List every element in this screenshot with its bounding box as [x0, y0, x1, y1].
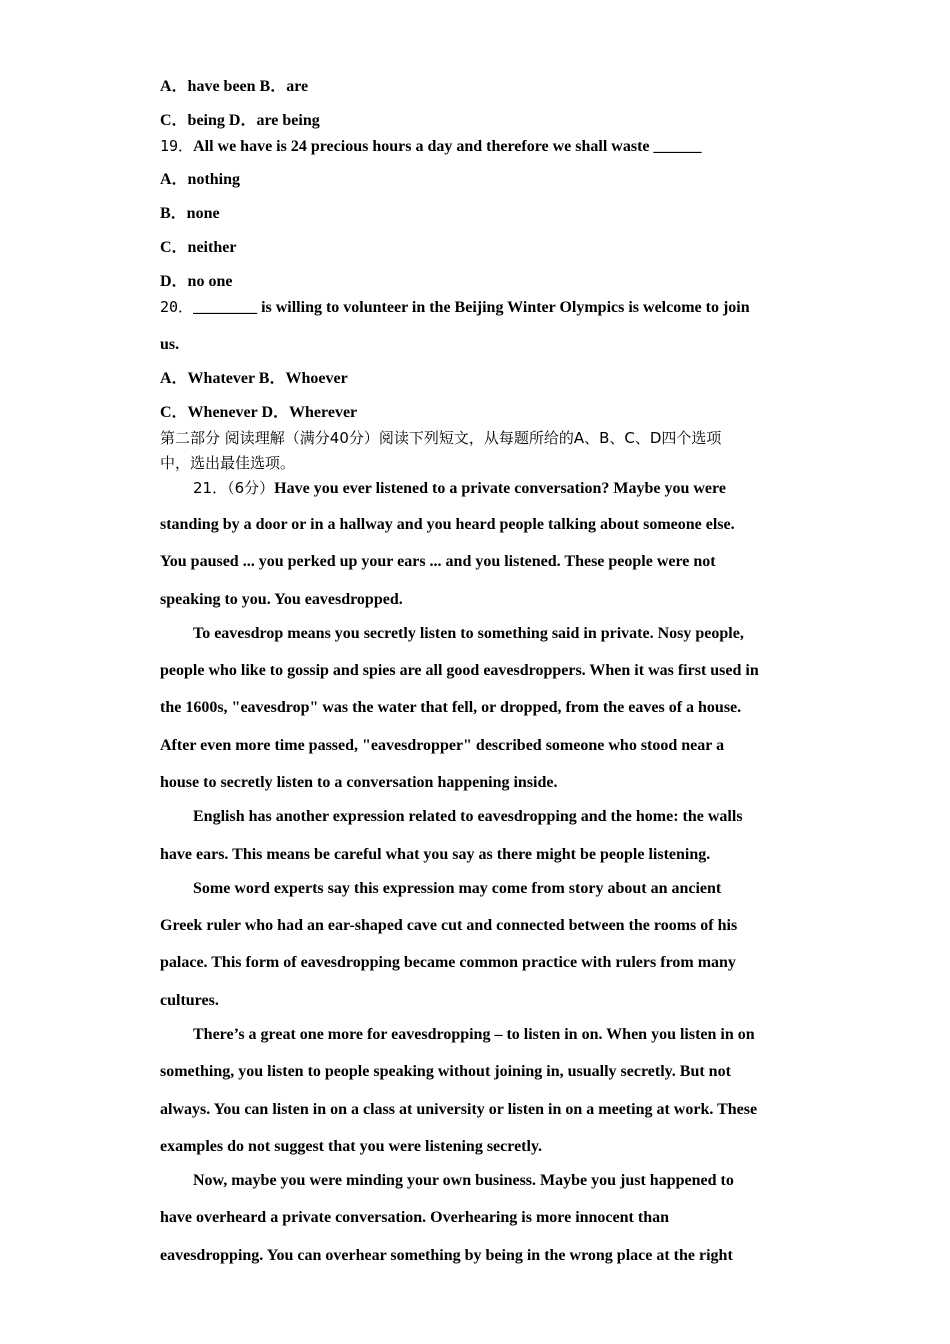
q19-option-a: A．nothing [160, 171, 241, 188]
q19-option-d: D．no one [160, 273, 233, 290]
q18-options-ab: A．have been B．are [160, 78, 309, 95]
passage-line: After even more time passed, "eavesdropper" described someone who stood near a [160, 737, 725, 754]
q19-question [160, 136, 702, 157]
q20-options-ab: A．Whatever B．Whoever [160, 370, 348, 387]
passage-line: You paused ... you perked up your ears ... and you listened. These people were not [160, 553, 716, 570]
passage-line: examples do not suggest that you were listening secretly. [160, 1138, 543, 1155]
passage-line: Greek ruler who had an ear-shaped cave cut and connected between the rooms of his [160, 917, 738, 934]
q21-prefix: 21．（6分） [193, 479, 275, 497]
passage-line: eavesdropping. You can overhear something by being in the wrong place at the right [160, 1247, 733, 1264]
passage-line: To eavesdrop means you secretly listen to something said in private. Nosy people, [193, 625, 744, 642]
section2-heading-line1: 第二部分 阅读理解（满分40分）阅读下列短文，从每题所给的A、B、C、D四个选项 [160, 429, 722, 447]
passage-line: have ears. This means be careful what you say as there might be people listening. [160, 846, 711, 863]
passage-line: palace. This form of eavesdropping became common practice with rulers from many [160, 954, 736, 971]
passage-line: speaking to you. You eavesdropped. [160, 591, 403, 608]
q20-number: 20． [160, 298, 194, 316]
q20-stem-line1: ________ is willing to volunteer in the Beijing Winter Olympics is welcome to join [193, 299, 750, 316]
passage-line: something, you listen to people speaking without joining in, usually secretly. But not [160, 1063, 731, 1080]
passage-line: Now, maybe you were minding your own business. Maybe you just happened to [193, 1172, 734, 1189]
q19-option-c: C．neither [160, 239, 237, 256]
passage-line: standing by a door or in a hallway and you heard people talking about someone else. [160, 516, 735, 533]
passage-line-text: Have you ever listened to a private conversation? Maybe you were [274, 480, 726, 497]
passage-line: There’s a great one more for eavesdropping – to listen in on. When you listen in on [193, 1026, 755, 1043]
passage-line: Some word experts say this expression may come from story about an ancient [193, 880, 722, 897]
passage-line: English has another expression related to eavesdropping and the home: the walls [193, 808, 743, 825]
q19-number: 19． [160, 137, 194, 155]
passage-line: always. You can listen in on a class at university or listen in on a meeting at work. These [160, 1101, 758, 1118]
q19-option-b: B．none [160, 205, 220, 222]
passage-line: house to secretly listen to a conversation happening inside. [160, 774, 558, 791]
q20-question [160, 297, 750, 318]
q20-options-cd: C．Whenever D．Wherever [160, 404, 358, 421]
passage-line: people who like to gossip and spies are all good eavesdroppers. When it was first used in [160, 662, 759, 679]
passage-line [193, 478, 726, 499]
passage-line: have overheard a private conversation. Overhearing is more innocent than [160, 1209, 669, 1226]
q18-options-cd: C．being D．are being [160, 112, 320, 129]
q20-stem-line2: us. [160, 336, 180, 353]
passage-line: the 1600s, "eavesdrop" was the water that fell, or dropped, from the eaves of a house. [160, 699, 742, 716]
q19-stem: All we have is 24 precious hours a day and therefore we shall waste ______ [193, 138, 702, 155]
section2-heading-line2: 中，选出最佳选项。 [160, 454, 296, 472]
passage-line: cultures. [160, 992, 219, 1009]
